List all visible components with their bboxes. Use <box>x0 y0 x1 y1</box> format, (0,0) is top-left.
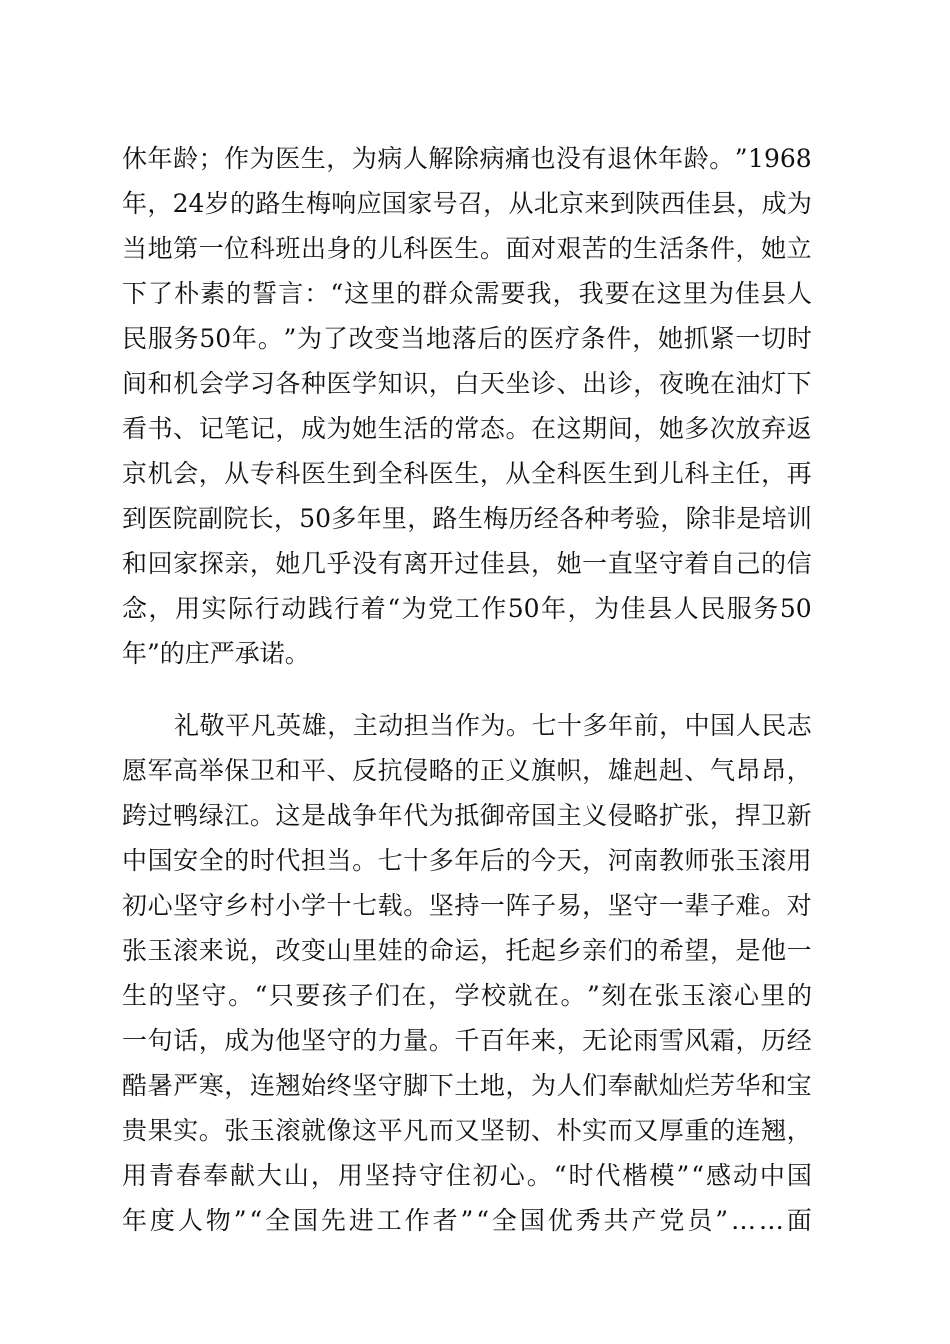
document-body <box>122 136 812 1243</box>
text-line: 年 ， 24 岁 的 路 生 梅 响 应 国 家 号 召 ， 从 北 京 来 到 陕 西 佳 县 ， 成 为 <box>122 189 812 218</box>
text-line: 张 玉 滚 来 说 ， 改 变 山 里 娃 的 命 运 ， 托 起 乡 亲 们 的 希 望 ， 是 他 一 <box>122 936 812 965</box>
text-line: 当 地 第 一 位 科 班 出 身 的 儿 科 医 生 。 面 对 艰 苦 的 生 活 条 件 ， 她 立 <box>122 234 812 263</box>
text-line: 到 医 院 副 院 长 ， 50 多 年 里 ， 路 生 梅 历 经 各 种 考 验 ， 除 非 是 培 训 <box>122 504 812 533</box>
text-line: 贵 果 实 。 张 玉 滚 就 像 这 平 凡 而 又 坚 韧 、 朴 实 而 又 厚 重 的 连 翘 ， <box>122 1116 812 1145</box>
text-line: 年”的庄严承诺。 <box>122 639 310 668</box>
text-line: 跨 过 鸭 绿 江 。 这 是 战 争 年 代 为 抵 御 帝 国 主 义 侵 略 扩 张 ， 捍 卫 新 <box>122 801 812 830</box>
text-line: 中 国 安 全 的 时 代 担 当 。 七 十 多 年 后 的 今 天 ， 河 南 教 师 张 玉 滚 用 <box>122 846 812 875</box>
text-line: 一 句 话 ， 成 为 他 坚 守 的 力 量 。 千 百 年 来 ， 无 论 雨 雪 风 霜 ， 历 经 <box>122 1026 812 1055</box>
paragraph-gap <box>122 676 812 703</box>
text-line: 用 青 春 奉 献 大 山 ， 用 坚 持 守 住 初 心 。 “ 时 代 楷 模 ” “ 感 动 中 国 <box>122 1161 812 1190</box>
text-line: 民 服 务 50 年 。 ” 为 了 改 变 当 地 落 后 的 医 疗 条 件 ， 她 抓 紧 一 切 时 <box>122 324 812 353</box>
text-line: 看 书 、 记 笔 记 ， 成 为 她 生 活 的 常 态 。 在 这 期 间 ， 她 多 次 放 弃 返 <box>122 414 812 443</box>
text-line: 下 了 朴 素 的 誓 言 ： “ 这 里 的 群 众 需 要 我 ， 我 要 在 这 里 为 佳 县 人 <box>122 279 812 308</box>
text-line: 酷 暑 严 寒 ， 连 翘 始 终 坚 守 脚 下 土 地 ， 为 人 们 奉 献 灿 烂 芳 华 和 宝 <box>122 1071 812 1100</box>
text-line: 生 的 坚 守 。 “ 只 要 孩 子 们 在 ， 学 校 就 在 。 ” 刻 在 张 玉 滚 心 里 的 <box>122 981 812 1010</box>
text-line: 休 年 龄 ； 作 为 医 生 ， 为 病 人 解 除 病 痛 也 没 有 退 休 年 龄 。 ” 1968 <box>122 144 812 173</box>
text-line: 京 机 会 ， 从 专 科 医 生 到 全 科 医 生 ， 从 全 科 医 生 到 儿 科 主 任 ， 再 <box>122 459 812 488</box>
text-line: 间 和 机 会 学 习 各 种 医 学 知 识 ， 白 天 坐 诊 、 出 诊 ， 夜 晚 在 油 灯 下 <box>122 369 812 398</box>
text-line: 愿 军 高 举 保 卫 和 平 、 反 抗 侵 略 的 正 义 旗 帜 ， 雄 赳 赳 、 气 昂 昂 ， <box>122 756 812 785</box>
text-line: 初 心 坚 守 乡 村 小 学 十 七 载 。 坚 持 一 阵 子 易 ， 坚 守 一 辈 子 难 。 对 <box>122 891 812 920</box>
text-line: 年 度 人 物 ” “ 全 国 先 进 工 作 者 ” “ 全 国 优 秀 共 产 党 员 ” … … 面 <box>122 1206 812 1235</box>
text-line: 念 ， 用 实 际 行 动 践 行 着 “ 为 党 工 作 50 年 ， 为 佳 县 人 民 服 务 50 <box>122 594 812 623</box>
text-line: 礼 敬 平 凡 英 雄 ， 主 动 担 当 作 为 。 七 十 多 年 前 ， 中 国 人 民 志 <box>174 711 812 740</box>
text-line: 和 回 家 探 亲 ， 她 几 乎 没 有 离 开 过 佳 县 ， 她 一 直 坚 守 着 自 己 的 信 <box>122 549 812 578</box>
